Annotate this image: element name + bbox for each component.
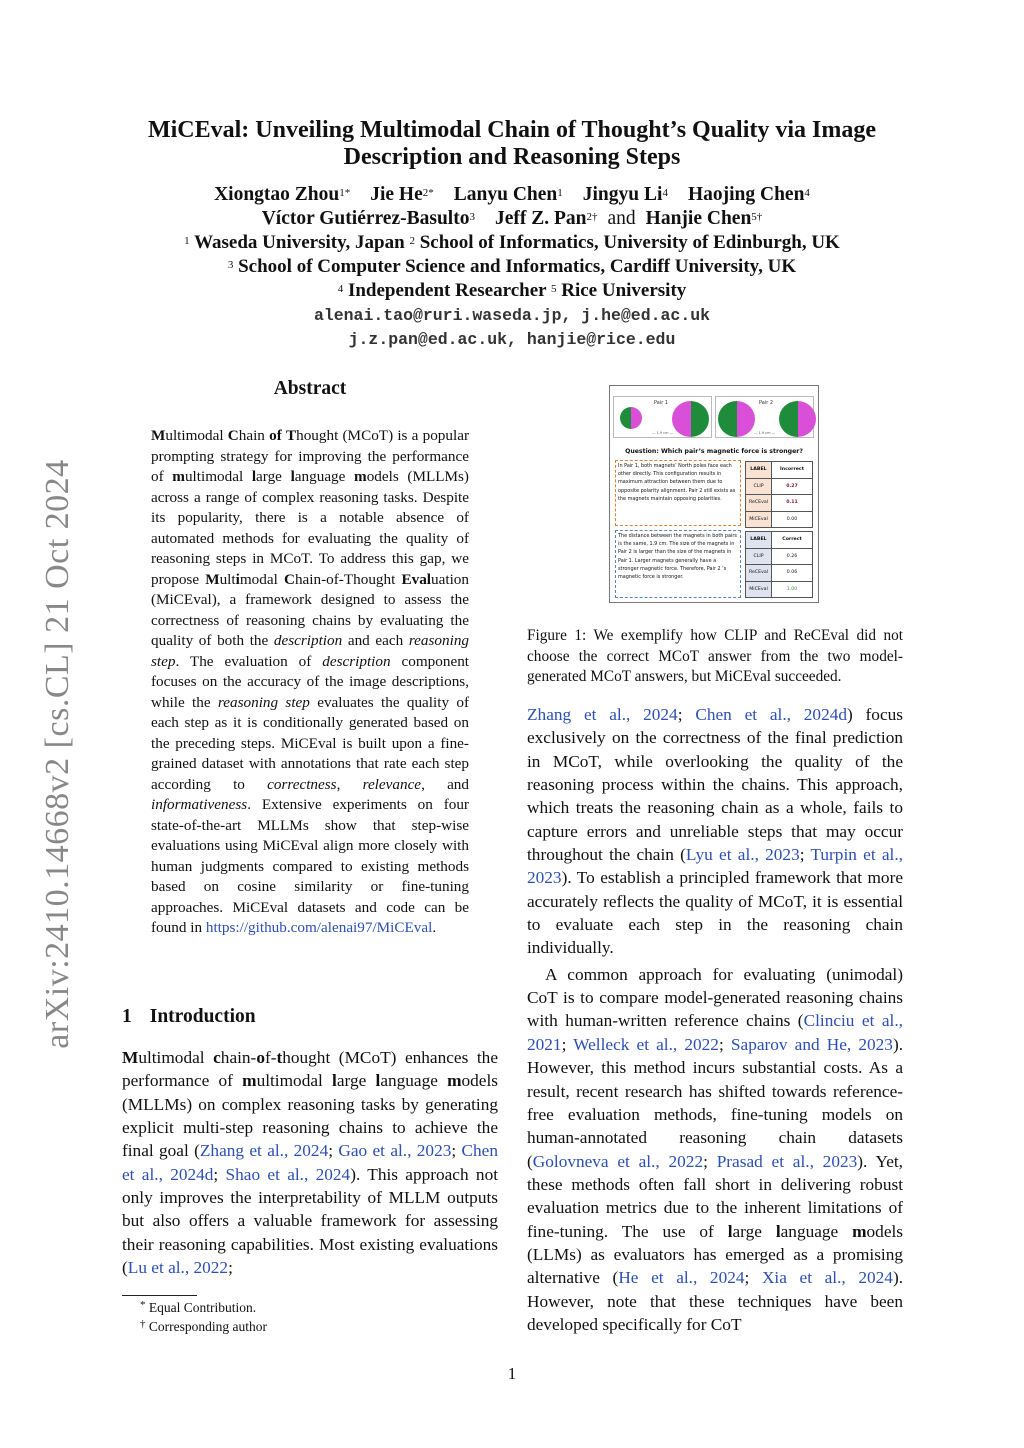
citation-link[interactable]: Chen et al., 2024d [122, 1141, 498, 1184]
footnote-text: Equal Contribution. [145, 1300, 257, 1315]
author-affiliation-mark: 1* [339, 187, 351, 199]
affiliation-line [0, 231, 1024, 255]
pair-2-panel [715, 396, 814, 438]
footnote-text: Corresponding author [145, 1319, 267, 1334]
distance-label: — 1.9 cm — [651, 431, 674, 435]
text-span: m [242, 1071, 257, 1091]
text-span: arge [732, 1221, 776, 1241]
text-span: informativeness [151, 796, 248, 813]
text-span: m [354, 468, 367, 485]
citation-link[interactable]: Xia et al., 2024 [761, 1268, 893, 1288]
text-span: ). However, note that these techniques have been developed specifically for CoT [527, 1268, 904, 1334]
text-span: ) focus exclusively on the correctness of the final prediction in MCoT, while overlooking the quality of the reasoning process within the chains. This approach, which treats the reasoning chain as a whole, fails to capture errors and unreliable steps that may occur throughout the chain ( [527, 705, 903, 865]
text-span: relevance [362, 775, 422, 793]
text-span: ). However, this method incurs substantial costs. As a result, recent research has shifted towards reference-free evaluation methods, fine-tuning models on human-annotated reasoning chain datasets ( [527, 1034, 904, 1171]
author-name: Haojing Chen [687, 184, 805, 205]
authors-line [0, 183, 1024, 207]
intro-paragraph [122, 1046, 498, 1279]
score-table-correct [745, 531, 813, 598]
text-span: description [322, 652, 391, 670]
affiliation-line [0, 279, 1024, 303]
author-affiliation-mark: 1 [557, 187, 563, 199]
and-text: and [607, 208, 636, 229]
table-header: LABEL [746, 532, 772, 549]
text-span: ; [228, 1258, 233, 1278]
affiliation-line [0, 255, 1024, 279]
author [214, 184, 350, 205]
author-name: Víctor Gutiérrez-Basulto [261, 208, 470, 229]
citation-link[interactable]: Prasad et al., 2023 [716, 1151, 858, 1171]
text-span: c [213, 1048, 221, 1067]
text-span: ; [744, 1268, 762, 1288]
affiliation: Independent Researcher [343, 280, 551, 301]
metric-name: ReCEval [746, 495, 772, 512]
title-line: Description and Reasoning Steps [343, 144, 681, 170]
table-header: Incorrect [772, 462, 813, 479]
affiliation-number: 5 [550, 283, 557, 295]
text-span: ). Yet, these methods often fall short in delivering robust evaluation metrics due to the inherent limitations of fine-tuning. The use of [527, 1151, 904, 1241]
citation-link[interactable]: Saparov and He, 2023 [730, 1034, 893, 1054]
text-span: and each [342, 632, 409, 649]
text-span: . Extensive experiments on four state-of-the-art MLLMs show that step-wise evaluations using MiCEval align more closely with human judgments compared to existing methods based on cosine similarity or fine-tuning approaches. MiCEval datasets and code can be found in [151, 796, 469, 936]
metric-score: 0.06 [772, 565, 813, 582]
text-span: anguage [380, 1071, 448, 1091]
citation-link[interactable]: Zhang et al., 2024 [527, 705, 678, 724]
author [262, 208, 475, 229]
affiliation: Waseda University, Japan [189, 232, 410, 253]
text-span: reasoning step [217, 693, 310, 711]
abstract-heading: Abstract [273, 378, 347, 399]
text-span: odels (MLLMs) on complex reasoning tasks by generating explicit multi-step reasoning chains to achieve the final goal ( [122, 1071, 498, 1161]
text-span: ). This approach not only improves the interpretability of MLLM outputs but also offers a valuable framework for assessing their reasoning capabilities. Most existing evaluations ( [122, 1164, 499, 1278]
affiliation: School of Computer Science and Informatics, Cardiff University, UK [233, 256, 797, 277]
affiliation-number: 4 [337, 283, 344, 295]
author-affiliation-mark: 2† [586, 211, 598, 223]
author-name: Lanyu Chen [453, 184, 558, 205]
email: alenai.tao@ruri.waseda.jp, j.he@ed.ac.uk [313, 306, 711, 325]
text-span: ; [718, 1034, 731, 1054]
text-span: A common approach for evaluating (unimodal) CoT is to compare model-generated reasoning chains with human-written reference chains ( [527, 964, 903, 1031]
figure-caption: Figure 1: We exemplify how CLIP and ReCEval did not choose the correct MCoT answer from the two model-generated MCoT answers, but MiCEval succeeded. [527, 627, 903, 685]
figure-question: Question: Which pair’s magnetic force is stronger? [625, 448, 803, 455]
text-span: ). To establish a principled framework that more accurately reflects the quality of MCoT, it is essential to evaluate each step in the reasoning chain individually. [527, 868, 903, 958]
citation-link[interactable]: https://github.com/alenai97/MiCEval [205, 919, 433, 936]
metric-score: 0.00 [772, 511, 813, 528]
affiliation: Rice University [556, 280, 687, 301]
text-span: ; [561, 1034, 574, 1054]
text-span: l [727, 1221, 733, 1241]
footnote-rule [122, 1295, 197, 1296]
author-name: Hanjie Chen [645, 208, 752, 229]
text-span: hought (MCoT) is a popular prompting strategy for improving the performance of [151, 427, 470, 485]
citation-link[interactable]: Zhang et al., 2024 [199, 1141, 329, 1161]
author-name: Jingyu Li [582, 184, 663, 205]
text-span: l [251, 468, 257, 485]
text-span: component focuses on the accuracy of the image descriptions, while the [151, 652, 470, 711]
score-table-incorrect [745, 461, 813, 528]
text-span: uation (MiCEval), a framework designed to assess the correctness of reasoning chains by evaluating the quality of both the [151, 570, 469, 649]
citation-link[interactable]: Lu et al., 2022 [127, 1258, 229, 1278]
figure-1 [609, 385, 819, 603]
author [370, 184, 434, 205]
footnote-mark: † [140, 1318, 146, 1330]
footnote-mark: * [140, 1299, 146, 1311]
citation-link[interactable]: Shao et al., 2024 [225, 1164, 351, 1184]
affiliation-number: 2 [409, 235, 415, 247]
text-span: arge [256, 468, 291, 485]
table-header: Correct [772, 532, 813, 549]
text-span: modal [239, 570, 284, 588]
text-span: odels (LLMs) as evaluators has emerged as a promising alternative ( [527, 1221, 904, 1288]
text-span: hain [238, 427, 270, 444]
metric-name: CLIP [746, 478, 772, 495]
citation-link[interactable]: Clinciu et al., 2021 [527, 1011, 903, 1054]
text-span: . The evaluation of [175, 652, 323, 670]
incorrect-answer-box: In Pair 1, both magnets’ North poles face each other directly. This configuration results in maximum attraction between them due to opposite polarity alignment. Pair 2 still exists as the magnets maintain opposing polarities. [615, 460, 741, 526]
metric-score: 0.27 [772, 478, 813, 495]
affiliations [0, 231, 1024, 303]
right-column-text [527, 703, 903, 1336]
footnote [140, 1298, 267, 1317]
text-span: evaluates the quality of each step as it is conditionally generated based on the preceding steps. MiCEval is built upon a fine-grained dataset with annotations that rate each step according to [151, 693, 470, 793]
metric-name: CLIP [746, 548, 772, 565]
affiliation-number: 3 [227, 259, 234, 271]
citation-link[interactable]: Gao et al., 2023 [338, 1141, 452, 1161]
text-span: ultimodal [184, 468, 252, 485]
text-span: ; [451, 1141, 462, 1161]
text-span: l [290, 468, 295, 485]
text-span: ; [677, 705, 696, 724]
text-span: m [447, 1071, 462, 1091]
author-affiliation-mark: 4 [662, 187, 668, 199]
text-span: . [432, 919, 437, 936]
metric-name: MiCEval [746, 581, 772, 598]
author-affiliation-mark: 5† [751, 211, 763, 223]
text-span: o [256, 1048, 265, 1067]
text-span: anguage [780, 1221, 853, 1241]
metric-name: MiCEval [746, 511, 772, 528]
metric-score: 0.26 [772, 548, 813, 565]
distance-label: — 1.9 cm — [753, 431, 776, 435]
citation-link[interactable]: Welleck et al., 2022 [573, 1034, 719, 1054]
authors-line [0, 207, 1024, 231]
page-number: 1 [507, 1364, 517, 1383]
paragraph [527, 963, 903, 1337]
text-span: hought (MCoT) enhances the performance of [122, 1048, 498, 1091]
text-span: , and [421, 775, 469, 793]
text-span: ultimodal [256, 1071, 333, 1091]
metric-name: ReCEval [746, 565, 772, 582]
text-span: , [336, 775, 363, 793]
author [495, 208, 598, 229]
text-span: m [852, 1221, 867, 1241]
pair-label: Pair 2 [759, 400, 774, 406]
pair-label: Pair 1 [654, 400, 669, 406]
text-span: hain- [220, 1048, 257, 1067]
text-span: m [172, 468, 185, 485]
text-span: ; [213, 1164, 226, 1184]
author-name: Jie He [370, 184, 423, 205]
footnotes [140, 1298, 267, 1336]
text-span: odels (MLLMs) across a range of complex reasoning tasks. Despite its popularity, there is a notable absence of automated methods for evaluating the quality of reasoning steps in MCoT. To address this gap, we propose [151, 468, 469, 588]
author [583, 184, 668, 205]
affiliation-number: 1 [184, 235, 190, 247]
text-span: correctness [267, 775, 337, 793]
text-span: ultimodal [138, 1048, 214, 1067]
text-span: M [122, 1048, 139, 1067]
text-span: anguage [294, 468, 355, 485]
text-span: i [235, 570, 240, 588]
author-affiliation-mark: 2* [422, 187, 434, 199]
paragraph [527, 703, 903, 960]
email: j.z.pan@ed.ac.uk, hanjie@rice.edu [348, 330, 676, 349]
pair-1-panel [613, 396, 712, 438]
text-span: reasoning step [151, 632, 470, 670]
text-span: M [151, 427, 166, 444]
citation-link[interactable]: Turpin et al., 2023 [527, 845, 903, 888]
authors [0, 183, 1024, 352]
text-span: T [285, 427, 297, 444]
text-span: ; [703, 1151, 717, 1171]
citation-link[interactable]: Lyu et al., 2023 [685, 845, 800, 865]
paper-title [0, 117, 1024, 171]
text-span: Eval [401, 570, 432, 588]
text-span: l [775, 1221, 781, 1241]
author-name: Xiongtao Zhou [214, 184, 340, 205]
text-span: C [227, 427, 239, 444]
text-span: of [269, 427, 282, 444]
text-span: ultimodal [165, 427, 228, 444]
metric-score: 0.11 [772, 495, 813, 512]
section-title: Introduction [149, 1006, 256, 1027]
section-number: 1 [122, 1006, 132, 1027]
author [646, 208, 763, 229]
text-span: ; [328, 1141, 339, 1161]
text-span: C [283, 570, 295, 588]
text-span: ; [799, 845, 811, 865]
text-span: t [276, 1048, 283, 1067]
text-span: description [273, 632, 343, 649]
text-span: l [375, 1071, 381, 1091]
author-affiliation-mark: 4 [804, 187, 810, 199]
text-span: ult [219, 570, 236, 588]
author [454, 184, 563, 205]
abstract-body [151, 426, 469, 939]
text-span: f- [264, 1048, 277, 1067]
arxiv-stamp: arXiv:2410.14668v2 [cs.CL] 21 Oct 2024 [39, 459, 76, 1049]
text-span: l [332, 1071, 337, 1091]
citation-link[interactable]: Golovneva et al., 2022 [532, 1151, 704, 1171]
footnote [140, 1317, 267, 1336]
author [688, 184, 810, 205]
affiliation: School of Informatics, University of Edinburgh, UK [414, 232, 840, 253]
author-affiliation-mark: 3 [469, 211, 475, 223]
section-heading [122, 1006, 256, 1028]
citation-link[interactable]: He et al., 2024 [618, 1268, 745, 1288]
small-magnet [620, 407, 642, 429]
metric-score: 1.00 [772, 581, 813, 598]
text-span: hain-of-Thought [294, 570, 402, 588]
correct-answer-box: The distance between the magnets in both pairs is the same, 1.9 cm. The size of the magnets in Pair 2 is larger than the size of the magnets in Pair 1. Larger magnets generally have a stronger magnetic force. Therefore, Pair 2 ’s magnetic force is stronger. [615, 530, 741, 598]
text-span: arge [336, 1071, 376, 1091]
title-line: MiCEval: Unveiling Multimodal Chain of Thought’s Quality via Image [147, 117, 877, 143]
text-span: M [205, 570, 220, 588]
table-header: LABEL [746, 462, 772, 479]
author-name: Jeff Z. Pan [494, 208, 587, 229]
citation-link[interactable]: Chen et al., 2024d [695, 705, 847, 724]
